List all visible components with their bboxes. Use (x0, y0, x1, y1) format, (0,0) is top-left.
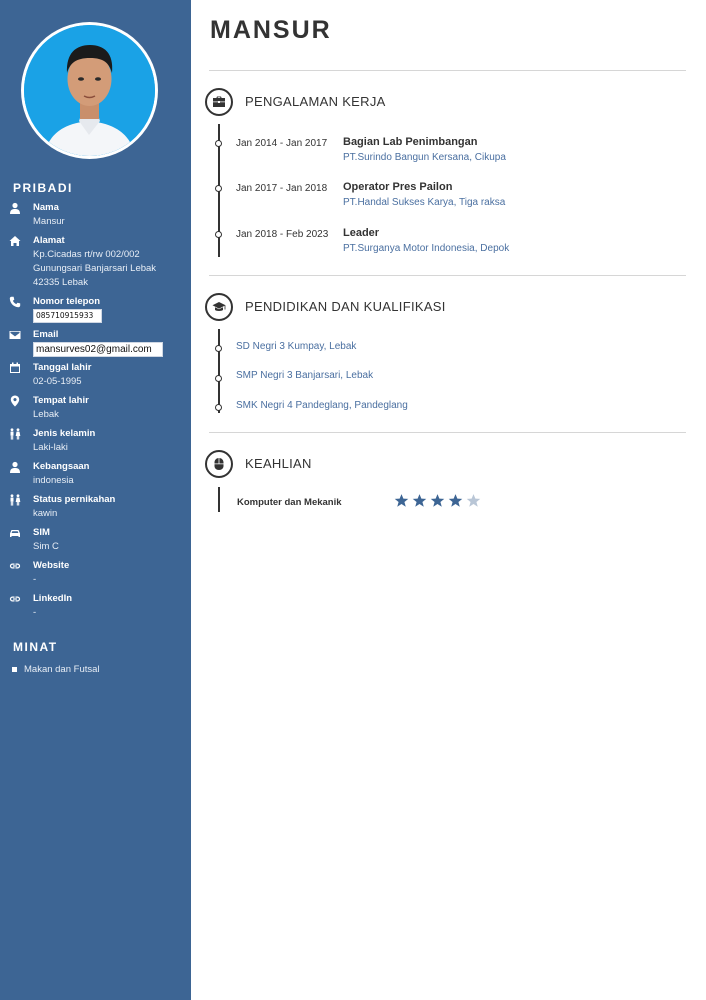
info-label: Email (33, 329, 59, 340)
skills-heading: KEAHLIAN (245, 456, 312, 471)
experience-date: Jan 2017 - Jan 2018 (236, 183, 328, 194)
minat-heading: MINAT (13, 640, 58, 654)
info-label: Tanggal lahir (33, 362, 92, 373)
experience-position: Operator Pres Pailon (343, 181, 453, 193)
divider (209, 275, 686, 276)
timeline-dot (215, 140, 222, 147)
mail-icon (9, 329, 23, 343)
email-field[interactable]: mansurves02@gmail.com (33, 342, 163, 357)
education-item: SD Negri 3 Kumpay, Lebak (236, 341, 357, 352)
experience-company: PT.Surganya Motor Indonesia, Depok (343, 243, 510, 254)
timeline-dot (215, 375, 222, 382)
mouse-icon (205, 450, 233, 478)
info-label: Nama (33, 202, 59, 213)
timeline-dot (215, 185, 222, 192)
timeline-line (218, 329, 220, 413)
person-icon (9, 461, 23, 475)
address-line: Gunungsari Banjarsari Lebak (33, 263, 157, 274)
car-icon (9, 527, 23, 541)
gender-icon (9, 428, 23, 442)
page-title: MANSUR (210, 16, 332, 44)
home-icon (9, 235, 23, 249)
briefcase-icon (205, 88, 233, 116)
profile-photo-frame (21, 22, 158, 159)
info-value: 02-05-1995 (33, 376, 82, 387)
pribadi-heading: PRIBADI (13, 181, 73, 195)
phone-field[interactable]: 085710915933 (33, 309, 102, 323)
timeline-line (218, 487, 220, 512)
timeline-dot (215, 345, 222, 352)
info-value: Lebak (33, 409, 59, 420)
info-label: Jenis kelamin (33, 428, 96, 439)
education-item: SMP Negri 3 Banjarsari, Lebak (236, 370, 374, 381)
info-label: Tempat lahir (33, 395, 89, 406)
phone-icon (9, 296, 23, 310)
experience-company: PT.Handal Sukses Karya, Tiga raksa (343, 197, 506, 208)
minat-item (12, 664, 100, 675)
experience-company: PT.Surindo Bangun Kersana, Cikupa (343, 152, 506, 163)
skill-rating (394, 493, 484, 513)
info-value: - (33, 607, 37, 618)
info-label: SIM (33, 527, 50, 538)
star-filled-icon (394, 493, 409, 508)
address-line: Kp.Cicadas rt/rw 002/002 (33, 249, 140, 260)
info-label: Alamat (33, 235, 65, 246)
profile-photo (24, 25, 155, 156)
bullet-icon (12, 667, 17, 672)
timeline-dot (215, 404, 222, 411)
education-item: SMK Negri 4 Pandeglang, Pandeglang (236, 400, 408, 411)
education-heading: PENDIDIKAN DAN KUALIFIKASI (245, 299, 446, 314)
experience-date: Jan 2018 - Feb 2023 (236, 229, 329, 240)
link-icon (9, 560, 23, 574)
info-label: Nomor telepon (33, 296, 101, 307)
star-filled-icon (412, 493, 427, 508)
experience-heading: PENGALAMAN KERJA (245, 94, 386, 109)
divider (209, 432, 686, 433)
person-icon (9, 202, 23, 216)
divider (209, 70, 686, 71)
info-label: Website (33, 560, 70, 571)
info-value: indonesia (33, 475, 74, 486)
experience-position: Bagian Lab Penimbangan (343, 136, 478, 148)
info-value: Sim C (33, 541, 59, 552)
couple-icon (9, 494, 23, 508)
sidebar (0, 0, 191, 1000)
location-pin-icon (9, 395, 23, 409)
minat-text: Makan dan Futsal (24, 664, 100, 675)
star-filled-icon (448, 493, 463, 508)
experience-position: Leader (343, 227, 380, 239)
skill-name: Komputer dan Mekanik (237, 497, 342, 508)
graduation-cap-icon (205, 293, 233, 321)
timeline-dot (215, 231, 222, 238)
info-label: Kebangsaan (33, 461, 90, 472)
info-label: LinkedIn (33, 593, 73, 604)
star-filled-icon (430, 493, 445, 508)
experience-date: Jan 2014 - Jan 2017 (236, 138, 328, 149)
info-value: Mansur (33, 216, 65, 227)
address-line: 42335 Lebak (33, 277, 88, 288)
info-value: Laki-laki (33, 442, 68, 453)
info-value: - (33, 574, 37, 585)
star-empty-icon (466, 493, 481, 508)
info-value: kawin (33, 508, 58, 519)
calendar-icon (9, 362, 23, 376)
info-label: Status pernikahan (33, 494, 116, 505)
link-icon (9, 593, 23, 607)
